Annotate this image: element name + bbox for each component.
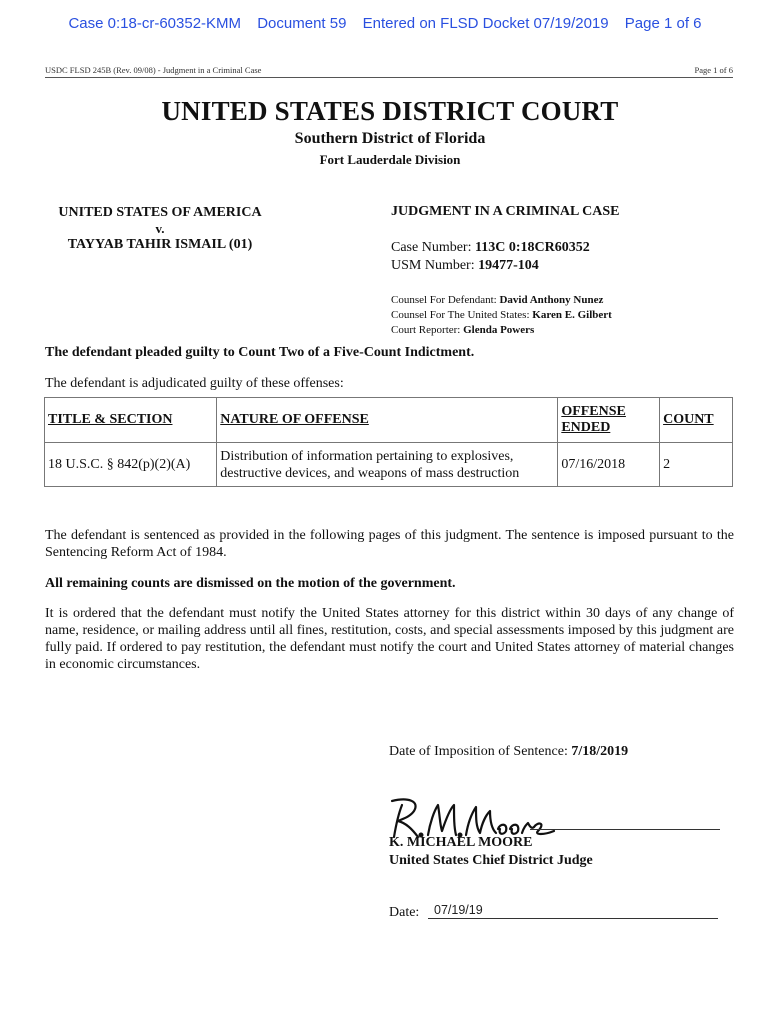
case-number-value: 113C 0:18CR60352 <box>474 240 590 255</box>
header-nature-of-offense: NATURE OF OFFENSE <box>217 398 558 443</box>
usm-number-value: 19477-104 <box>478 258 539 273</box>
usm-number-label: USM Number: <box>391 258 475 273</box>
notification-paragraph: It is ordered that the defendant must notify the United States attorney for this district within 30 days of any change of name, residence, or mailing address until all fines, restitution, costs, and special assessments imposed by this judgment are fully paid. If ordered to pay restitution, the defendant must notify the court and United States attorney of material changes in economic circumstances. <box>45 606 734 672</box>
docket-document-number: Document 59 <box>257 15 347 32</box>
judgment-title: JUDGMENT IN A CRIMINAL CASE <box>391 204 620 219</box>
plea-statement: The defendant pleaded guilty to Count Two of a Five-Count Indictment. <box>45 345 475 360</box>
versus: v. <box>155 221 165 236</box>
docket-case-number: Case 0:18-cr-60352-KMM <box>68 15 242 32</box>
offense-nature: Distribution of information pertaining to explosives, destructive devices, and weapons of mass destruction <box>217 443 558 487</box>
header-offense-ended: OFFENSE ENDED <box>558 398 660 443</box>
counsel-us-value: Karen E. Gilbert <box>532 309 612 321</box>
table-row <box>45 443 733 487</box>
case-caption <box>45 204 275 253</box>
header-title-section: TITLE & SECTION <box>45 398 217 443</box>
docket-page: Page 1 of 6 <box>624 15 702 32</box>
form-header-right: Page 1 of 6 <box>694 65 733 75</box>
defendant-name: TAYYAB TAHIR ISMAIL (01) <box>67 237 253 252</box>
counsel-us-label: Counsel For The United States: <box>391 309 530 321</box>
usm-number-row <box>391 257 590 275</box>
form-header-left: USDC FLSD 245B (Rev. 09/08) - Judgment in a Criminal Case <box>45 65 262 75</box>
adjudication-statement: The defendant is adjudicated guilty of these offenses: <box>45 376 344 391</box>
imposition-date-value: 7/18/2019 <box>571 744 629 759</box>
plaintiff-name: UNITED STATES OF AMERICA <box>58 205 262 220</box>
header-divider <box>45 77 733 78</box>
case-identifiers <box>391 239 590 275</box>
offense-table-header-row <box>45 398 733 443</box>
docket-header <box>0 15 770 32</box>
judge-block <box>389 834 593 870</box>
offense-count: 2 <box>660 443 733 487</box>
header-count: COUNT <box>660 398 733 443</box>
sentencing-paragraph: The defendant is sentenced as provided in the following pages of this judgment. The sentence is imposed pursuant to the Sentencing Reform Act of 1984. <box>45 528 734 560</box>
court-reporter-label: Court Reporter: <box>391 324 461 336</box>
counsel-defendant-label: Counsel For Defendant: <box>391 294 497 306</box>
offense-ended: 07/16/2018 <box>558 443 660 487</box>
court-district: Southern District of Florida <box>294 130 486 147</box>
case-number-label: Case Number: <box>391 240 472 255</box>
imposition-date <box>389 744 628 760</box>
date-line <box>428 918 718 919</box>
counsel-info <box>391 293 612 338</box>
offense-table <box>44 397 733 487</box>
court-reporter-value: Glenda Powers <box>463 324 535 336</box>
court-division: Fort Lauderdale Division <box>319 152 461 167</box>
offense-title-section: 18 U.S.C. § 842(p)(2)(A) <box>45 443 217 487</box>
case-number-row <box>391 239 590 257</box>
court-reporter-row <box>391 323 612 338</box>
court-title: UNITED STATES DISTRICT COURT <box>161 96 619 126</box>
dismissal-paragraph: All remaining counts are dismissed on the motion of the government. <box>45 576 456 591</box>
imposition-date-label: Date of Imposition of Sentence: <box>389 744 568 759</box>
signature-line <box>530 829 720 830</box>
judge-title: United States Chief District Judge <box>389 853 593 868</box>
counsel-defendant-row <box>391 293 612 308</box>
counsel-us-row <box>391 308 612 323</box>
signature-date-value: 07/19/19 <box>434 903 483 917</box>
judge-name: K. MICHAEL MOORE <box>389 835 533 850</box>
counsel-defendant-value: David Anthony Nunez <box>499 294 604 306</box>
docket-entered: Entered on FLSD Docket 07/19/2019 <box>362 15 609 32</box>
signature-date-label: Date: <box>389 905 420 920</box>
